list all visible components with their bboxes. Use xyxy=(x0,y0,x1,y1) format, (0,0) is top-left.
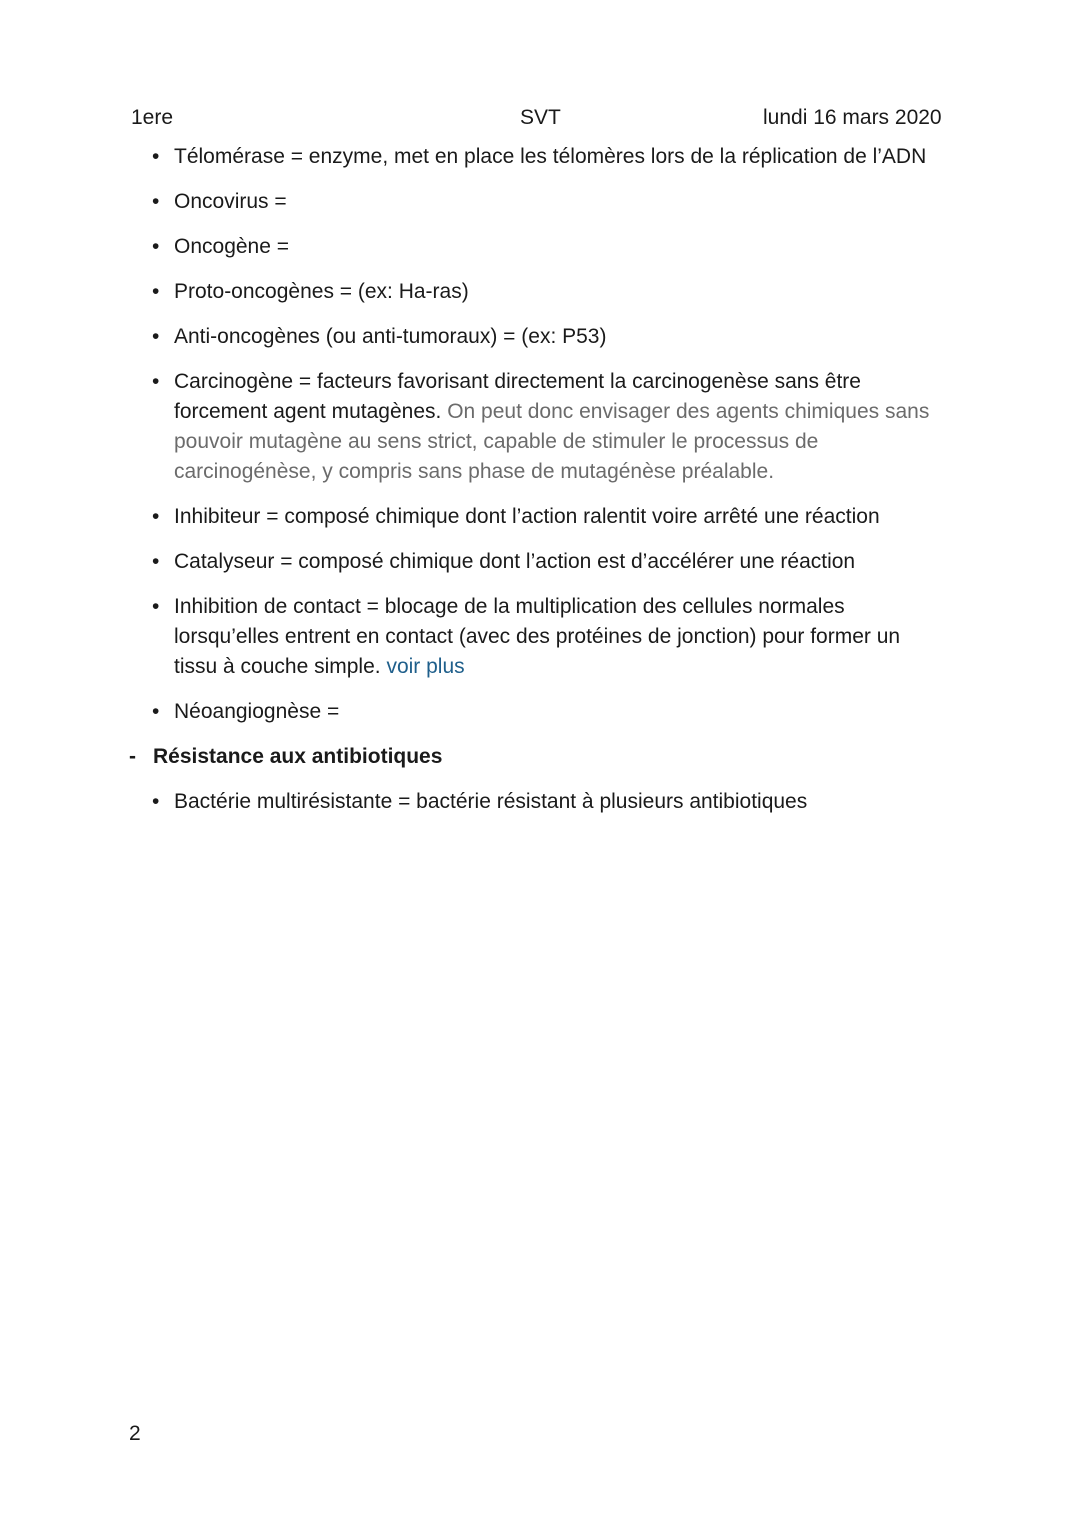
item-text: Néoangiognèse = xyxy=(174,700,340,723)
header-date: lundi 16 mars 2020 xyxy=(763,106,942,129)
page-number: 2 xyxy=(129,1422,141,1445)
list-item-anti-oncogenes xyxy=(152,322,944,352)
item-text: Anti-oncogènes (ou anti-tumoraux) = (ex: P53) xyxy=(174,325,607,348)
item-text: Inhibiteur = composé chimique dont l’action ralentit voire arrêté une réaction xyxy=(174,505,880,528)
item-text: Inhibition de contact = blocage de la multiplication des cellules normales lorsqu’elles entrent en contact (avec des protéines de jonction) pour former un tissu à couche simple. xyxy=(174,595,901,678)
bullet-icon: • xyxy=(152,370,160,393)
list-item-oncogene xyxy=(152,232,944,262)
list-item-inhibiteur xyxy=(152,502,944,532)
section-heading xyxy=(129,742,1080,772)
bullet-icon: • xyxy=(152,280,160,303)
bullet-icon: • xyxy=(152,550,160,573)
list-item-telomerase xyxy=(152,142,944,172)
bullet-icon: • xyxy=(152,190,160,213)
list-item-oncovirus xyxy=(152,187,944,217)
item-text: Oncogène = xyxy=(174,235,290,258)
bullet-icon: • xyxy=(152,505,160,528)
list-item-catalyseur xyxy=(152,547,944,577)
voir-plus-link[interactable]: voir plus xyxy=(386,655,465,678)
header-subject: SVT xyxy=(520,106,561,129)
header-class: 1ere xyxy=(131,106,174,129)
item-text: Télomérase = enzyme, met en place les télomères lors de la réplication de l’ADN xyxy=(174,145,927,168)
list-item-neoangiognese xyxy=(152,697,944,727)
item-text: Proto-oncogènes = (ex: Ha-ras) xyxy=(174,280,469,303)
item-text: Oncovirus = xyxy=(174,190,287,213)
bullet-icon: • xyxy=(152,595,160,618)
item-text: Bactérie multirésistante = bactérie résistant à plusieurs antibiotiques xyxy=(174,790,808,813)
bullet-icon: • xyxy=(152,325,160,348)
item-text: Carcinogène = facteurs favorisant directement la carcinogenèse sans être forcement agent mutagènes. xyxy=(174,370,861,423)
list-item-proto-oncogenes xyxy=(152,277,944,307)
list-item-inhibition-contact xyxy=(152,592,944,682)
dash-icon: - xyxy=(129,745,136,768)
item-gray-text: On peut donc envisager des agents chimiques sans pouvoir mutagène au sens strict, capable de stimuler le processus de carcinogénèse, y compris sans phase de mutagénèse préalable. xyxy=(174,400,930,483)
item-text: Catalyseur = composé chimique dont l’action est d’accélérer une réaction xyxy=(174,550,856,573)
bullet-icon: • xyxy=(152,235,160,258)
document-body xyxy=(0,142,1080,832)
list-item-carcinogene xyxy=(152,367,944,487)
bullet-icon: • xyxy=(152,700,160,723)
section-title: Résistance aux antibiotiques xyxy=(153,745,443,768)
page-header xyxy=(0,106,1080,136)
list-item-bacterie xyxy=(152,787,944,817)
bullet-icon: • xyxy=(152,790,160,813)
bullet-icon: • xyxy=(152,145,160,168)
